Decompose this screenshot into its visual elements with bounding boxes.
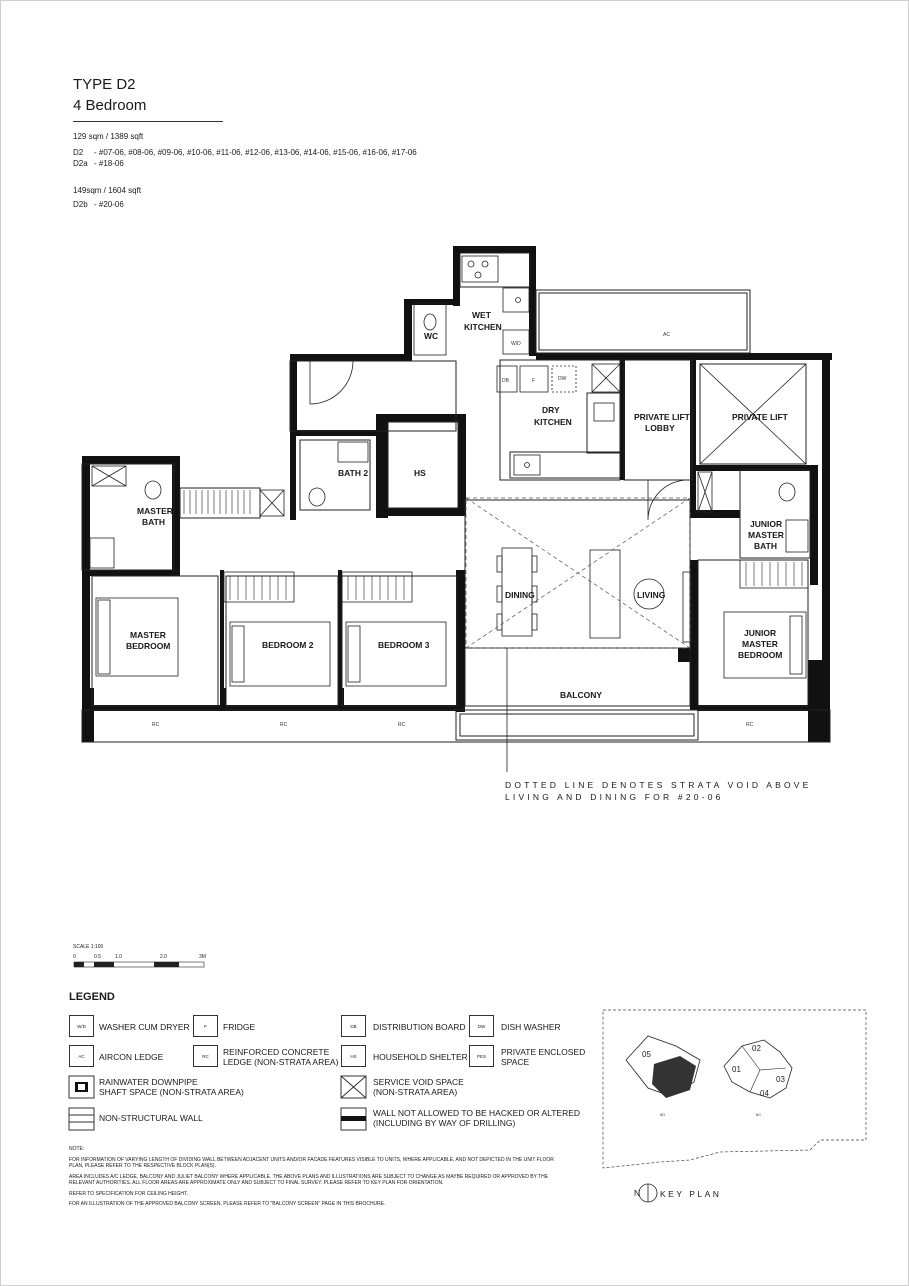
room-label-junior-master-bedroom: JUNIOR bbox=[744, 628, 777, 638]
legend-label bbox=[501, 1047, 585, 1067]
legend-abbr-box: AC bbox=[69, 1045, 94, 1067]
label-rc-ledge: RC bbox=[746, 722, 754, 728]
unit-type-title: TYPE D2 bbox=[73, 76, 136, 93]
unit-numbers: - #18-06 bbox=[94, 159, 124, 168]
room-label-master-bath: BATH bbox=[142, 517, 165, 527]
legend-label-line: LEDGE (NON-STRATA AREA) bbox=[223, 1057, 339, 1067]
wardrobe-hatching bbox=[184, 490, 802, 600]
note-line: FOR AN ILLUSTRATION OF THE APPROVED BALCONY SCREEN, PLEASE REFER TO "BALCONY SCREEN" PAGE IN THIS BROCHURE. bbox=[69, 1201, 386, 1207]
scale-label: SCALE 1:100 bbox=[73, 944, 104, 950]
legend-label-line: SHAFT SPACE (NON-STRATA AREA) bbox=[99, 1087, 244, 1097]
label-fridge: F bbox=[532, 378, 536, 384]
scale-tick: 2.0 bbox=[160, 954, 167, 960]
legend-label: DISH WASHER bbox=[501, 1022, 561, 1032]
legend-label-line: SPACE bbox=[501, 1057, 530, 1067]
room-label-wet-kitchen: KITCHEN bbox=[464, 322, 502, 332]
block-label: 03 bbox=[776, 1075, 785, 1084]
legend-label: FRIDGE bbox=[223, 1022, 256, 1032]
legend-abbr-box: W/D bbox=[69, 1015, 94, 1037]
room-label-balcony: BALCONY bbox=[560, 690, 603, 700]
key-plan bbox=[603, 1010, 866, 1202]
room-label-dining: DINING bbox=[505, 590, 535, 600]
block-label: 02 bbox=[752, 1044, 761, 1053]
block-caption: 6D bbox=[660, 1112, 666, 1117]
legend-label-line: WALL NOT ALLOWED TO BE HACKED OR ALTERED bbox=[373, 1108, 581, 1118]
room-label-master-bedroom: MASTER bbox=[130, 630, 166, 640]
label-distribution-board: DB bbox=[502, 378, 509, 384]
label-dish-washer: DW bbox=[558, 376, 567, 382]
room-label-private-lift-lobby: PRIVATE LIFT bbox=[634, 412, 690, 422]
room-label-living: LIVING bbox=[637, 590, 666, 600]
legend-abbr-box: F bbox=[193, 1015, 218, 1037]
legend-abbr-box: HS bbox=[341, 1045, 366, 1067]
room-label-wc: WC bbox=[424, 331, 439, 341]
room-label-dry-kitchen: KITCHEN bbox=[534, 417, 572, 427]
unit-code: D2a bbox=[73, 159, 88, 168]
room-label-junior-master-bedroom: MASTER bbox=[742, 639, 778, 649]
legend-label: NON-STRUCTURAL WALL bbox=[99, 1113, 203, 1123]
scale-tick: 0.5 bbox=[94, 954, 101, 960]
room-label-junior-master-bath: BATH bbox=[754, 541, 777, 551]
legend-label-line: RAINWATER DOWNPIPE bbox=[99, 1077, 198, 1087]
legend-label-line: (INCLUDING BY WAY OF DRILLING) bbox=[373, 1118, 516, 1128]
room-label-bath-2: BATH 2 bbox=[338, 468, 369, 478]
legend-label bbox=[373, 1077, 464, 1097]
legend-abbr-box: PES bbox=[469, 1045, 494, 1067]
north-arrow-label: N bbox=[634, 1188, 641, 1198]
notes-section bbox=[69, 1146, 569, 1212]
room-label-private-lift-lobby: LOBBY bbox=[645, 423, 675, 433]
room-label-bedroom-3: BEDROOM 3 bbox=[378, 640, 430, 650]
area-size-1: 129 sqm / 1389 sqft bbox=[73, 132, 144, 141]
legend-label: AIRCON LEDGE bbox=[99, 1052, 164, 1062]
legend-abbr-box: DB bbox=[341, 1015, 366, 1037]
room-label-private-lift: PRIVATE LIFT bbox=[732, 412, 788, 422]
label-rc-ledge: RC bbox=[280, 722, 288, 728]
label-ac-ledge: AC bbox=[663, 332, 670, 338]
scale-tick: 3M bbox=[199, 954, 206, 960]
legend-label-line: (NON-STRATA AREA) bbox=[373, 1087, 458, 1097]
block-label: 04 bbox=[760, 1089, 769, 1098]
note-line: REFER TO SPECIFICATION FOR CEILING HEIGHT. bbox=[69, 1190, 188, 1197]
legend-label: DISTRIBUTION BOARD bbox=[373, 1022, 466, 1032]
room-label-junior-master-bedroom: BEDROOM bbox=[738, 650, 783, 660]
room-label-bedroom-2: BEDROOM 2 bbox=[262, 640, 314, 650]
legend-label-line: PRIVATE ENCLOSED bbox=[501, 1047, 586, 1057]
legend-label bbox=[373, 1108, 580, 1128]
area-size-2: 149sqm / 1604 sqft bbox=[73, 186, 142, 195]
room-label-junior-master-bath: MASTER bbox=[748, 530, 784, 540]
room-label-dry-kitchen: DRY bbox=[542, 405, 560, 415]
strata-void-outline bbox=[466, 498, 690, 648]
legend-label-line: REINFORCED CONCRETE bbox=[223, 1047, 330, 1057]
label-rc-ledge: RC bbox=[398, 722, 406, 728]
strata-note-line: LIVING AND DINING FOR #20-06 bbox=[505, 792, 724, 802]
legend-label bbox=[99, 1077, 244, 1097]
block-caption: 6C bbox=[756, 1112, 762, 1117]
notes-heading: NOTE: bbox=[69, 1146, 85, 1152]
note-line: AREA INCLUDES A/C LEDGE, BALCONY AND JULIET BALCONY WHERE APPLICABLE. THE ABOVE PLANS AND ILLUSTRATIONS ARE SUBJECT TO CHANGE AS MAYBE REQUIRED OR APPROVED BY THE RELEVANT AUTHORITIES. ALL FLOOR AREAS ARE APPROXIMATE ONLY AND SUBJECT TO FINAL SURVEY. PLEASE REFER TO KEY PLAN FOR ORIENTATION. bbox=[69, 1173, 549, 1186]
legend-label: WASHER CUM DRYER bbox=[99, 1022, 190, 1032]
room-label-wet-kitchen: WET bbox=[472, 310, 491, 320]
label-rc-ledge: RC bbox=[152, 722, 160, 728]
legend-label bbox=[223, 1047, 338, 1067]
block-label: 01 bbox=[732, 1065, 741, 1074]
scale-tick: 1.0 bbox=[115, 954, 122, 960]
strata-void-note bbox=[505, 779, 812, 803]
legend-label-line: SERVICE VOID SPACE bbox=[373, 1077, 464, 1087]
legend-title: LEGEND bbox=[69, 991, 115, 1003]
label-washer-dryer: W/D bbox=[511, 341, 521, 347]
block-label: 05 bbox=[642, 1050, 651, 1059]
key-plan-label: KEY PLAN bbox=[660, 1189, 722, 1199]
unit-numbers: - #20-06 bbox=[94, 200, 124, 209]
scale-tick: 0 bbox=[73, 954, 76, 960]
room-label-household-shelter: HS bbox=[414, 468, 426, 478]
note-line: FOR INFORMATION OF VARYING LENGTH OF DIVIDING WALL BETWEEN ADJACENT UNITS AND/OR FACADE FEATURES VISIBLE TO UNITS, WHERE APPLICABLE, AND NOT DEPICTED IN THE UNIT FLOOR PLAN, PLEASE REFER TO THE RESPECTIVE BLOCK PLAN(S). bbox=[69, 1156, 554, 1169]
bedroom-count: 4 Bedroom bbox=[73, 97, 147, 114]
legend-abbr-box: RC bbox=[193, 1045, 218, 1067]
room-label-junior-master-bath: JUNIOR bbox=[750, 519, 783, 529]
scale-bar bbox=[74, 962, 204, 967]
legend-abbr-box: DW bbox=[469, 1015, 494, 1037]
unit-code: D2b bbox=[73, 200, 88, 209]
unit-code: D2 bbox=[73, 148, 84, 157]
unit-numbers: - #07-06, #08-06, #09-06, #10-06, #11-06, #12-06, #13-06, #14-06, #15-06, #16-06, #17-06 bbox=[94, 148, 417, 157]
room-label-master-bedroom: BEDROOM bbox=[126, 641, 171, 651]
room-label-master-bath: MASTER bbox=[137, 506, 173, 516]
strata-note-line: DOTTED LINE DENOTES STRATA VOID ABOVE bbox=[505, 780, 812, 790]
legend-label: HOUSEHOLD SHELTER bbox=[373, 1052, 468, 1062]
